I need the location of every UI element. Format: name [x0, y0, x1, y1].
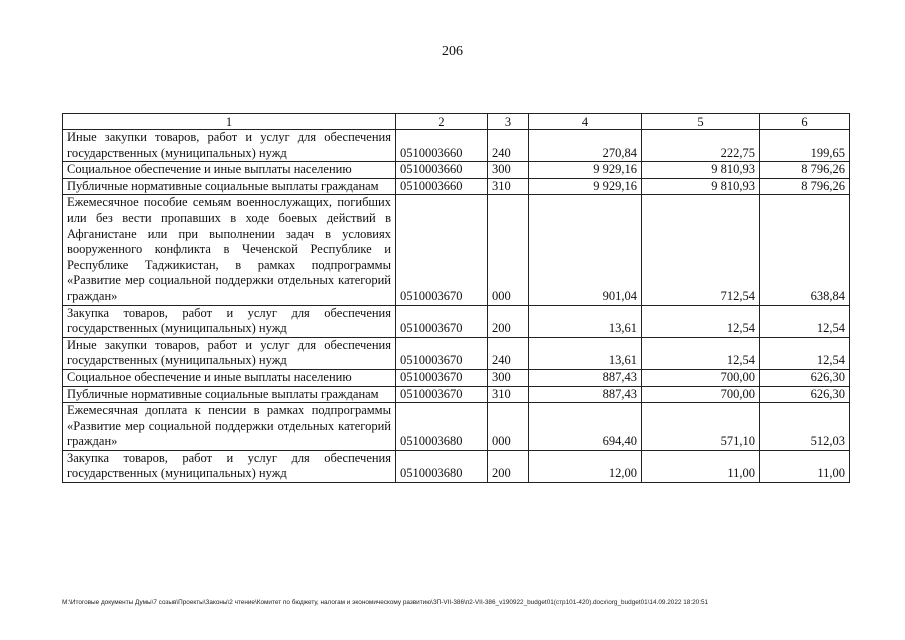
table-row — [63, 386, 850, 403]
row-expense-type: 240 — [488, 337, 529, 369]
row-expense-type: 240 — [488, 130, 529, 162]
column-header-4: 4 — [529, 114, 642, 130]
row-expense-type: 300 — [488, 162, 529, 179]
row-value-col4: 270,84 — [529, 130, 642, 162]
row-target-code: 0510003680 — [396, 403, 488, 451]
document-file-path: M:\Итоговые документы Думы\7 созыв\Проекты\Законы\2 чтение\Комитет по бюджету, налогам и экономическому развитию\ЗП-VII-386\п2-VII-386_v190922_budget01(стр101-420).docx\org_budget01\14.09.2022 18:20:51 — [62, 599, 709, 606]
column-header-5: 5 — [642, 114, 760, 130]
row-value-col4: 13,61 — [529, 337, 642, 369]
row-name: Иные закупки товаров, работ и услуг для обеспечения государственных (муниципальных) нужд — [63, 130, 396, 162]
row-value-col5: 222,75 — [642, 130, 760, 162]
row-target-code: 0510003670 — [396, 386, 488, 403]
table-row — [63, 369, 850, 386]
row-target-code: 0510003660 — [396, 178, 488, 195]
table-row — [63, 403, 850, 451]
row-target-code: 0510003660 — [396, 162, 488, 179]
row-target-code: 0510003660 — [396, 130, 488, 162]
row-value-col6: 626,30 — [760, 369, 850, 386]
row-value-col6: 638,84 — [760, 195, 850, 305]
row-value-col6: 626,30 — [760, 386, 850, 403]
row-expense-type: 310 — [488, 178, 529, 195]
table-header-row — [63, 114, 850, 130]
row-value-col4: 13,61 — [529, 305, 642, 337]
row-value-col6: 8 796,26 — [760, 178, 850, 195]
row-expense-type: 310 — [488, 386, 529, 403]
table-row — [63, 450, 850, 482]
row-expense-type: 200 — [488, 305, 529, 337]
row-value-col4: 887,43 — [529, 369, 642, 386]
row-expense-type: 200 — [488, 450, 529, 482]
row-name: Иные закупки товаров, работ и услуг для обеспечения государственных (муниципальных) нужд — [63, 337, 396, 369]
row-value-col5: 700,00 — [642, 369, 760, 386]
row-target-code: 0510003670 — [396, 337, 488, 369]
row-value-col5: 700,00 — [642, 386, 760, 403]
row-target-code: 0510003670 — [396, 195, 488, 305]
row-expense-type: 300 — [488, 369, 529, 386]
row-value-col6: 11,00 — [760, 450, 850, 482]
row-name: Закупка товаров, работ и услуг для обеспечения государственных (муниципальных) нужд — [63, 305, 396, 337]
row-target-code: 0510003670 — [396, 369, 488, 386]
column-header-2: 2 — [396, 114, 488, 130]
row-name: Закупка товаров, работ и услуг для обеспечения государственных (муниципальных) нужд — [63, 450, 396, 482]
column-header-3: 3 — [488, 114, 529, 130]
row-value-col4: 12,00 — [529, 450, 642, 482]
table-row — [63, 130, 850, 162]
row-value-col5: 12,54 — [642, 337, 760, 369]
row-expense-type: 000 — [488, 195, 529, 305]
row-name: Социальное обеспечение и иные выплаты населению — [63, 369, 396, 386]
row-name: Ежемесячная доплата к пенсии в рамках подпрограммы «Развитие мер социальной поддержки отдельных категорий граждан» — [63, 403, 396, 451]
budget-table — [62, 113, 850, 483]
table-row — [63, 162, 850, 179]
table-row — [63, 178, 850, 195]
row-name: Ежемесячное пособие семьям военнослужащих, погибших или без вести пропавших в ходе боевых действий в Афганистане или при выполнении задач в условиях вооруженного конфликта в Чеченской Республике и Республике Таджикистан, в рамках подпрограммы «Развитие мер социальной поддержки отдельных категорий граждан» — [63, 195, 396, 305]
row-value-col4: 887,43 — [529, 386, 642, 403]
row-value-col6: 12,54 — [760, 337, 850, 369]
table-row — [63, 337, 850, 369]
row-value-col4: 694,40 — [529, 403, 642, 451]
row-value-col5: 11,00 — [642, 450, 760, 482]
row-name: Публичные нормативные социальные выплаты гражданам — [63, 178, 396, 195]
row-value-col5: 9 810,93 — [642, 162, 760, 179]
row-value-col5: 12,54 — [642, 305, 760, 337]
row-target-code: 0510003670 — [396, 305, 488, 337]
row-value-col6: 8 796,26 — [760, 162, 850, 179]
row-value-col6: 199,65 — [760, 130, 850, 162]
row-value-col4: 9 929,16 — [529, 162, 642, 179]
row-name: Социальное обеспечение и иные выплаты населению — [63, 162, 396, 179]
table-row — [63, 195, 850, 305]
table-row — [63, 305, 850, 337]
column-header-1: 1 — [63, 114, 396, 130]
row-value-col4: 9 929,16 — [529, 178, 642, 195]
row-value-col6: 512,03 — [760, 403, 850, 451]
row-name: Публичные нормативные социальные выплаты гражданам — [63, 386, 396, 403]
row-value-col6: 12,54 — [760, 305, 850, 337]
row-value-col5: 712,54 — [642, 195, 760, 305]
row-target-code: 0510003680 — [396, 450, 488, 482]
row-expense-type: 000 — [488, 403, 529, 451]
row-value-col5: 9 810,93 — [642, 178, 760, 195]
page-number: 206 — [442, 44, 463, 59]
row-value-col5: 571,10 — [642, 403, 760, 451]
column-header-6: 6 — [760, 114, 850, 130]
row-value-col4: 901,04 — [529, 195, 642, 305]
